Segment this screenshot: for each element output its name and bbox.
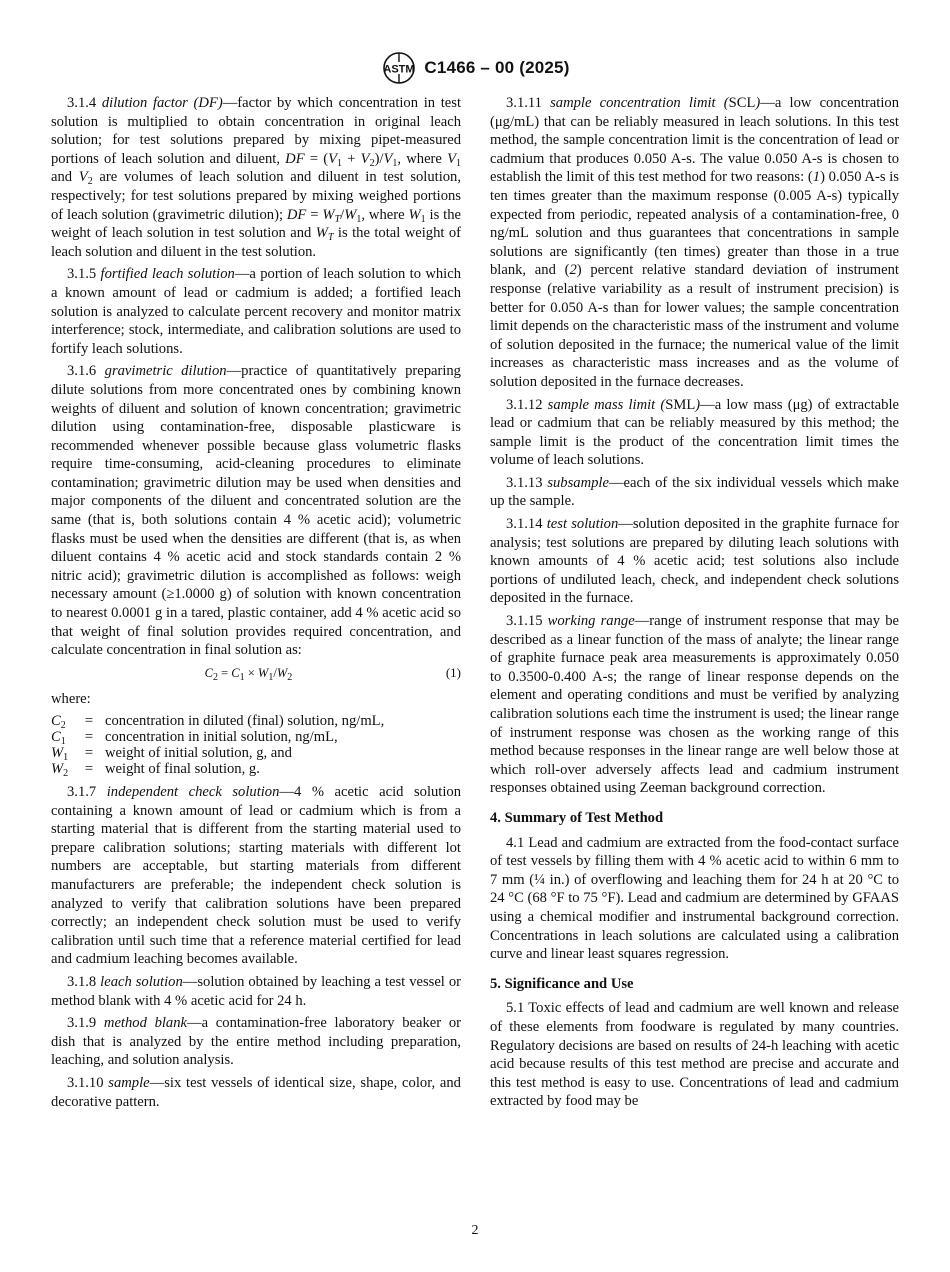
where-row: $W_2$ = weight of final solution, g. [51,761,260,779]
where-row: $C_2$ = concentration in diluted (final) solution, ng/mL, [51,713,385,731]
paragraph-3-1-11: 3.1.11 sample concentration limit (SCL)—a low concentration (μg/mL) that can be reliably measured in leach solutions. In this test method, the sample concentration limit is the concentration of lead or cadmium that produces 0.050 A-s. The value 0.050 A-s is chosen to establish the limit of this test method for two reasons: (1) 0.050 A-s is ten times greater than the maximum response (0.005 A-s) typically expected from periodic, repeated analysis of a contamination-free, 0 ng/mL solution and thus guarantees that concentrations in sample solutions are significantly (ten times) greater than those in a true blank, and (2) percent relative standard deviation of instrument response (relative variability as a result of instrument precision) is better for 0.050 A-s than for lower values; the sample concentration limit depends on the characteristic mass of the instrument and volume of solution deposited in the furnace; the numerical value of the limit increases as characteristic mass increases and as the volume of solution deposited in the furnace decreases. [490,95,899,390]
term: dilution factor (DF) [101,95,223,111]
paragraph-3-1-10: 3.1.10 sample—six test vessels of identical size, shape, color, and decorative pattern. [51,1074,461,1110]
svg-text:ASTM: ASTM [383,63,415,76]
where-list [51,713,461,777]
where-row: $W_1$ = weight of initial solution, g, and [51,745,292,763]
equation-1 [51,664,461,683]
left-column [51,94,461,1115]
paragraph-3-1-4: 3.1.4 dilution factor (DF)—factor by which concentration in test solution is multiplied to obtain concentration in original leach solution; for test solutions prepared by mixing pipet-measured portions of leach solution and diluent, DF = $(V_1 + V_2)/V_1$, where $V_1$ and $V_2$ are volumes of leach solution and diluent in test solution, respectively; for test solutions prepared by mixing weighed portions of leach solution (gravimetric dilution); DF = $W_T/W_1$, where $W_1$ is the weight of leach solution in test solution and $W_T$ is the total weight of leach solution and diluent in the test solution. [51,95,461,260]
paragraph-3-1-13: 3.1.13 subsample—each of the six individual vessels which make up the sample. [490,474,899,510]
paragraph-3-1-9: 3.1.9 method blank—a contamination-free laboratory beaker or dish that is analyzed by the entire method including preparation, leaching, and solution analysis. [51,1015,461,1069]
page-number: 2 [471,1223,479,1238]
paragraph-4-1: 4.1 Lead and cadmium are extracted from the food-contact surface of test vessels by filling them with 4 % acetic acid to within 6 mm to 7 mm (¼ in.) of overflowing and leaching them for 24 h at 20 °C to 24 °C (68 °F to 75 °F). Lead and cadmium are determined by GFAAS using a chemical modifier and instrumental background correction. Concentrations in leach solutions are calculated using a calibration curve and linear least squares regression. [490,834,899,963]
equation-body: $C_2 = C_1 \times W_1/W_2$ [204,665,293,683]
section-heading-4: 4. Summary of Test Method [490,809,664,826]
page-header [0,50,950,86]
paragraph-3-1-5: 3.1.5 fortified leach solution—a portion of leach solution to which a known amount of lead or cadmium is added; a fortified leach solution is analyzed to calculate percent recovery and monitor matrix interference; stock, intermediate, and calibration solutions are used to fortify leach solutions. [51,266,461,357]
paragraph-3-1-12: 3.1.12 sample mass limit (SML)—a low mass (μg) of extractable lead or cadmium that can be reliably measured by this method; the sample limit is the product of the concentration limit times the volume of leach solutions. [490,396,899,469]
astm-logo-icon [380,50,418,86]
paragraph-3-1-14: 3.1.14 test solution—solution deposited in the graphite furnace for analysis; test solutions are prepared by diluting leach solutions with known amounts of 4 % acetic acid; test solutions also include portions of undiluted leach, check, and independent check solutions deposited in the furnace. [490,516,900,607]
section-heading-5: 5. Significance and Use [490,975,634,992]
paragraph-3-1-6: 3.1.6 gravimetric dilution—practice of quantitatively preparing dilute solutions from more concentrated ones by combining known weights of diluent and solution of known concentration; gravimetric dilution using contamination-free, disposable plasticware is recommended whenever possible because glass volumetric flasks require time-consuming, acid-cleaning procedures to eliminate contamination; gravimetric dilution may be used when densities and major components of the diluent and concentrated solution are the same (that is, both solutions contain 4 % acetic acid); volumetric flasks must be used when the densities are different (that is, as when diluent contains 4 % acetic acid and stock standards contain 2 % nitric acid); gravimetric dilution is accomplished as follows: weigh necessary amount (≥1.0000 g) of solution with known concentration to nearest 0.0001 g in a tared, plastic container, add 4 % acetic acid so that weight of final solution provides required concentration, and calculate concentration in final solution as: [51,363,461,659]
where-row: $C_1$ = concentration in initial solution, ng/mL, [51,729,338,747]
paragraph-3-1-7: 3.1.7 independent check solution—4 % acetic acid solution containing a known amount of lead or cadmium which is from a starting material that is different from the starting material used to prepare calibration solutions; starting materials with different lot numbers are acceptable, but starting materials from different manufacturers are preferable; the independent check solution is analyzed to verify that calibration solutions have been prepared correctly; an independent check solution must be used to verify calibration until such time that a reference material certified for lead and cadmium leaching becomes available. [51,784,462,968]
standard-designation: C1466 – 00 (2025) [424,57,570,77]
where-label: where: [51,691,91,708]
paragraph-3-1-8: 3.1.8 leach solution—solution obtained by leaching a test vessel or method blank with 4 % acetic acid for 24 h. [51,973,461,1009]
paragraph-3-1-15: 3.1.15 working range—range of instrument response that may be described as a linear function of the mass of analyte; the linear range of graphite furnace peak area measurements is approximately 0.050 to 0.3500-0.400 A-s; the range of linear response depends on the element and operating conditions and must be verified by analyzing calibration solutions each time the instrument is used; the linear range of instrument response was chosen as the working range of this method because responses in the linear range are well below those at which roll-over adversely affects lead and cadmium instrument responses obtained using Zeeman background correction. [490,613,899,797]
paragraph-5-1: 5.1 Toxic effects of lead and cadmium are well known and release of these elements from foodware is regulated by many countries. Regulatory decisions are based on results of 24-h leaching with acetic acid because results of this test method are precise and accurate and this test method is easy to use. Concentrations of lead and cadmium extracted by food may be [490,1000,899,1110]
right-column [490,94,899,1115]
equation-number: (1) [445,664,461,680]
